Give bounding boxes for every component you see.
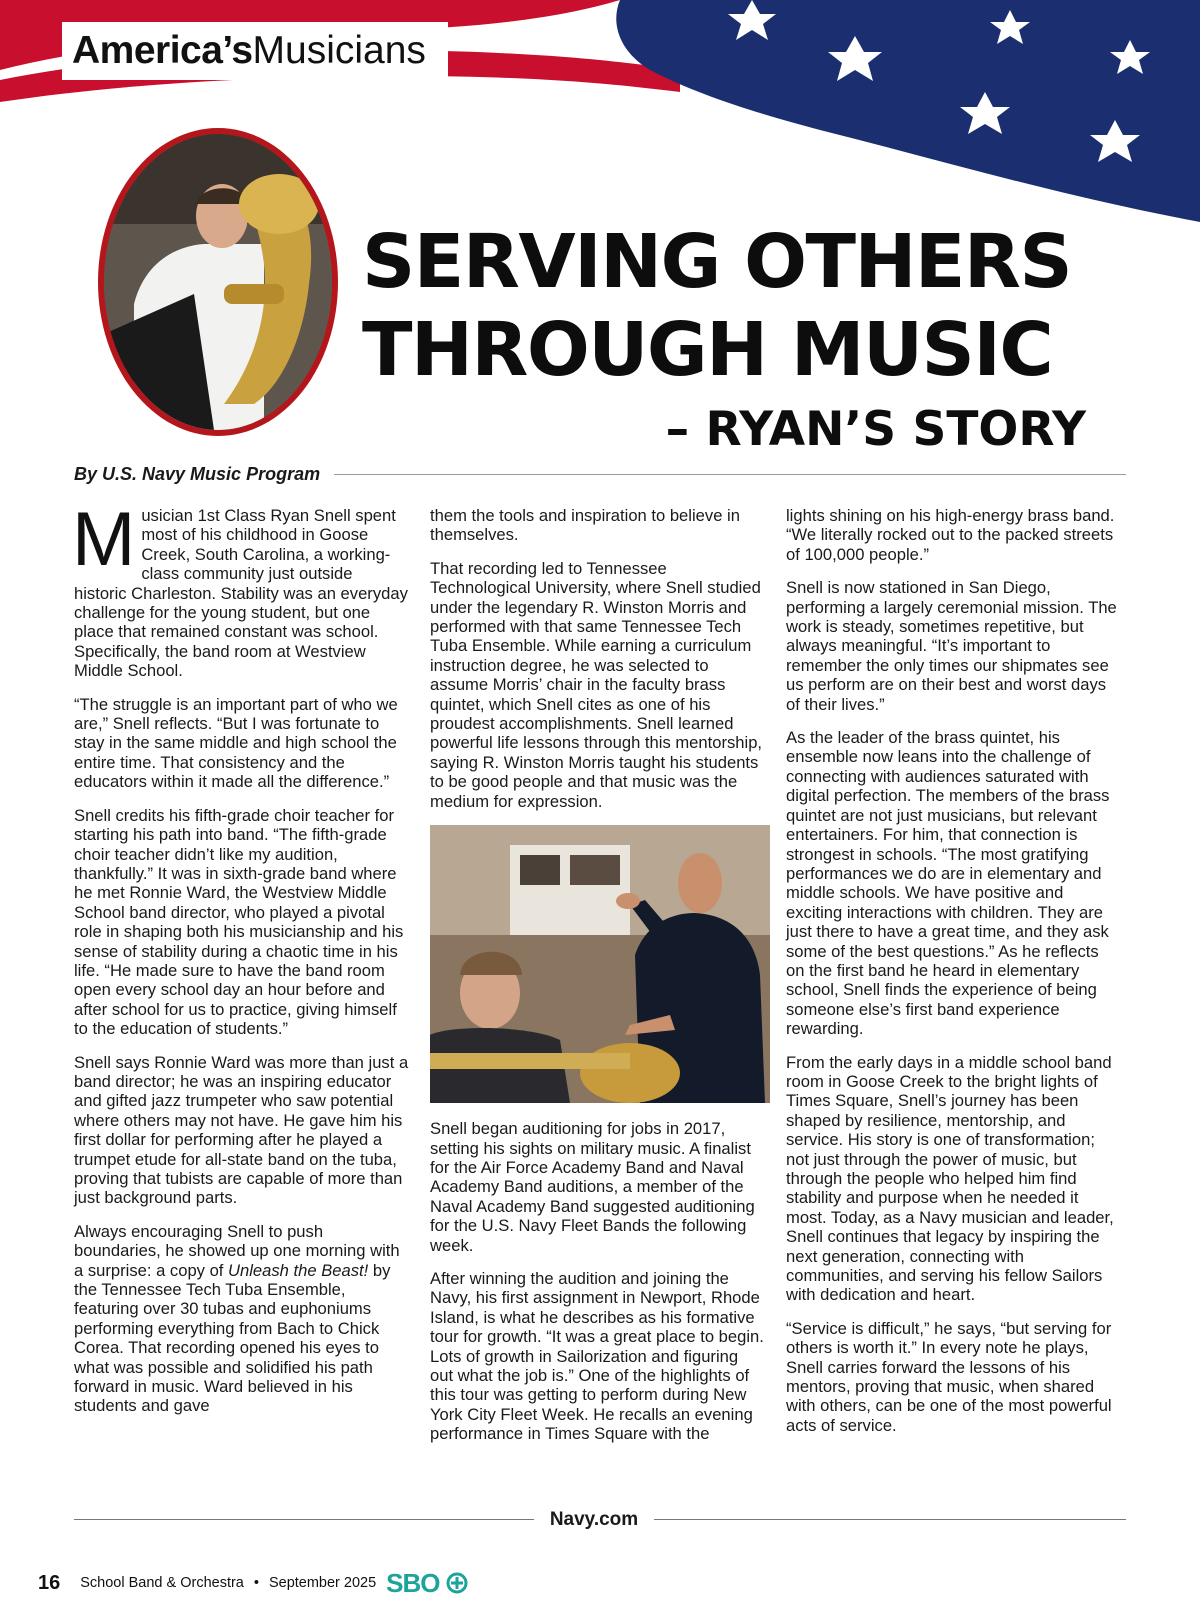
section-title-light: Musicians xyxy=(252,29,426,72)
article-column-3 xyxy=(786,506,1121,1449)
paragraph: “Service is difficult,” he says, “but serving for others is worth it.” In every note he plays, Snell carries forward the lessons of his mentors, proving that music, when shared with others, can be one of the most powerful acts of service. xyxy=(786,1318,1112,1435)
paragraph-text: Always encouraging Snell to push boundaries, he showed up one morning with a surprise: a copy of xyxy=(74,1221,400,1280)
footer-rule-right xyxy=(654,1519,1126,1520)
paragraph: From the early days in a middle school band room in Goose Creek to the bright lights of Times Square, Snell’s journey has been shaped by resilience, mentorship, and service. His story is one of transformation; not just through the power of music, but through the people who helped him find stability and purpose when he needed it most. Today, as a Navy musician and leader, Snell continues that legacy by inspiring the next generation, connecting with communities, and serving his fellow Sailors with dedication and heart. xyxy=(786,1052,1114,1305)
headline-line-1: SERVING OTHERS xyxy=(362,219,1072,305)
plus-circle-icon xyxy=(446,1572,468,1594)
page-number: 16 xyxy=(38,1571,61,1594)
conducting-photo xyxy=(430,825,770,1103)
paragraph: them the tools and inspiration to believe in themselves. xyxy=(430,506,740,545)
paragraph: That recording led to Tennessee Technological University, where Snell studied under the legendary R. Winston Morris and performed with that same Tennessee Tech Tuba Ensemble. While earning a curriculum instruction degree, he was selected to assume Morris’ chair in the faculty brass quintet, which Snell cites as one of his proudest accomplishments. Snell learned powerful life lessons through this mentorship, saying R. Winston Morris taught his students to be good people and that music was the medium for expression. xyxy=(430,558,763,811)
sbo-logo xyxy=(386,1568,468,1599)
section-title xyxy=(62,22,448,80)
byline-text: By U.S. Navy Music Program xyxy=(74,464,321,484)
paragraph: “The struggle is an important part of who we are,” Snell reflects. “But I was fortunate to stay in the same middle and high school the entire time. That consistency and the educators within it made all the difference.” xyxy=(74,694,398,792)
navy-link[interactable]: Navy.com xyxy=(549,1509,639,1530)
footer-separator: • xyxy=(253,1575,259,1591)
publication-name: School Band & Orchestra xyxy=(80,1575,244,1591)
portrait-photo xyxy=(98,128,338,436)
section-title-bold: America’s xyxy=(72,29,253,72)
byline xyxy=(74,464,1126,485)
paragraph-text: by the Tennessee Tech Tuba Ensemble, featuring over 30 tubas and euphoniums performing everything from Bach to Chick Corea. That recording opened his eyes to what was possible and solidified his path forward in music. Ward believed in his students and gave xyxy=(74,1260,391,1416)
page-footer xyxy=(38,1568,468,1598)
paragraph: After winning the audition and joining the Navy, his first assignment in Newport, Rhode Island, is what he describes as his formative tour for growth. “It was a great place to begin. Lots of growth in Sailorization and figuring out what the job is.” One of the highlights of this tour was getting to perform during New York City Fleet Week. He recalls an evening performance in Times Square with the xyxy=(430,1268,764,1444)
footer-rule-left xyxy=(74,1519,534,1520)
byline-rule xyxy=(334,474,1126,475)
paragraph xyxy=(74,1222,409,1416)
article-subheadline: – RYAN’S STORY xyxy=(665,402,1086,457)
sbo-logo-text: SBO xyxy=(386,1567,440,1598)
drop-cap: M xyxy=(72,497,136,582)
conducting-student-photo-icon xyxy=(430,825,770,1103)
paragraph: Snell says Ronnie Ward was more than just a band director; he was an inspiring educator and gifted jazz trumpeter who saw potential where others may not have. He gave him his first dollar for performing after he played a trumpet etude for all-state band on the tuba, proving that tubists are capable of more than just background parts. xyxy=(74,1052,409,1208)
paragraph: Snell credits his fifth-grade choir teacher for starting his path into band. “The fifth-grade choir teacher didn’t like my audition, thankfully.” It was in sixth-grade band where he met Ronnie Ward, the Westview Middle School band director, who played a pivotal role in shaping both his musicianship and his sense of stability during a chaotic time in his life. “He made sure to have the band room open every school day an hour before and after school for us to practice, giving himself to the education of students.” xyxy=(74,805,404,1039)
headline-line-2: THROUGH MUSIC xyxy=(362,307,1053,393)
article-column-1 xyxy=(72,497,409,1430)
album-title: Unleash the Beast! xyxy=(228,1260,369,1280)
paragraph: Snell is now stationed in San Diego, performing a largely ceremonial mission. The work is steady, sometimes repetitive, but always meaningful. “It’s important to remember the only times our shipmates see us perform are on their best and worst days of their lives.” xyxy=(786,578,1117,714)
paragraph xyxy=(72,497,409,681)
paragraph: As the leader of the brass quintet, his ensemble now leans into the challenge of connecting with audiences saturated with digital perfection. The members of the brass quintet are not just musicians, but relevant entertainers. For him, that connection is strongest in schools. “The most gratifying performances we do are in elementary and middle schools. We have positive and exciting interactions with children. They are just there to have a great time, and they ask some of the best questions.” As he reflects on the first band he heard in elementary school, Snell finds the experience of being someone else’s first band experience rewarding. xyxy=(786,728,1110,1039)
article-headline xyxy=(362,218,1172,394)
article-column-2 xyxy=(430,506,765,1458)
paragraph-text: usician 1st Class Ryan Snell spent most of his childhood in Goose Creek, South Carolina, a working-class community just outside historic Charleston. Stability was an everyday challenge for the young student, but one place that remained constant was school. Specifically, the band room at Westview Middle School. xyxy=(74,506,408,681)
tuba-player-photo-icon xyxy=(104,134,332,430)
paragraph: Snell began auditioning for jobs in 2017, setting his sights on military music. A finalist for the Air Force Academy Band and Naval Academy Band auditions, a member of the Naval Academy Band suggested auditioning for the U.S. Navy Fleet Bands the following week. xyxy=(430,1119,755,1255)
paragraph: lights shining on his high-energy brass band. “We literally rocked out to the packed streets of 100,000 people.” xyxy=(786,506,1115,564)
issue-date: September 2025 xyxy=(268,1575,377,1591)
